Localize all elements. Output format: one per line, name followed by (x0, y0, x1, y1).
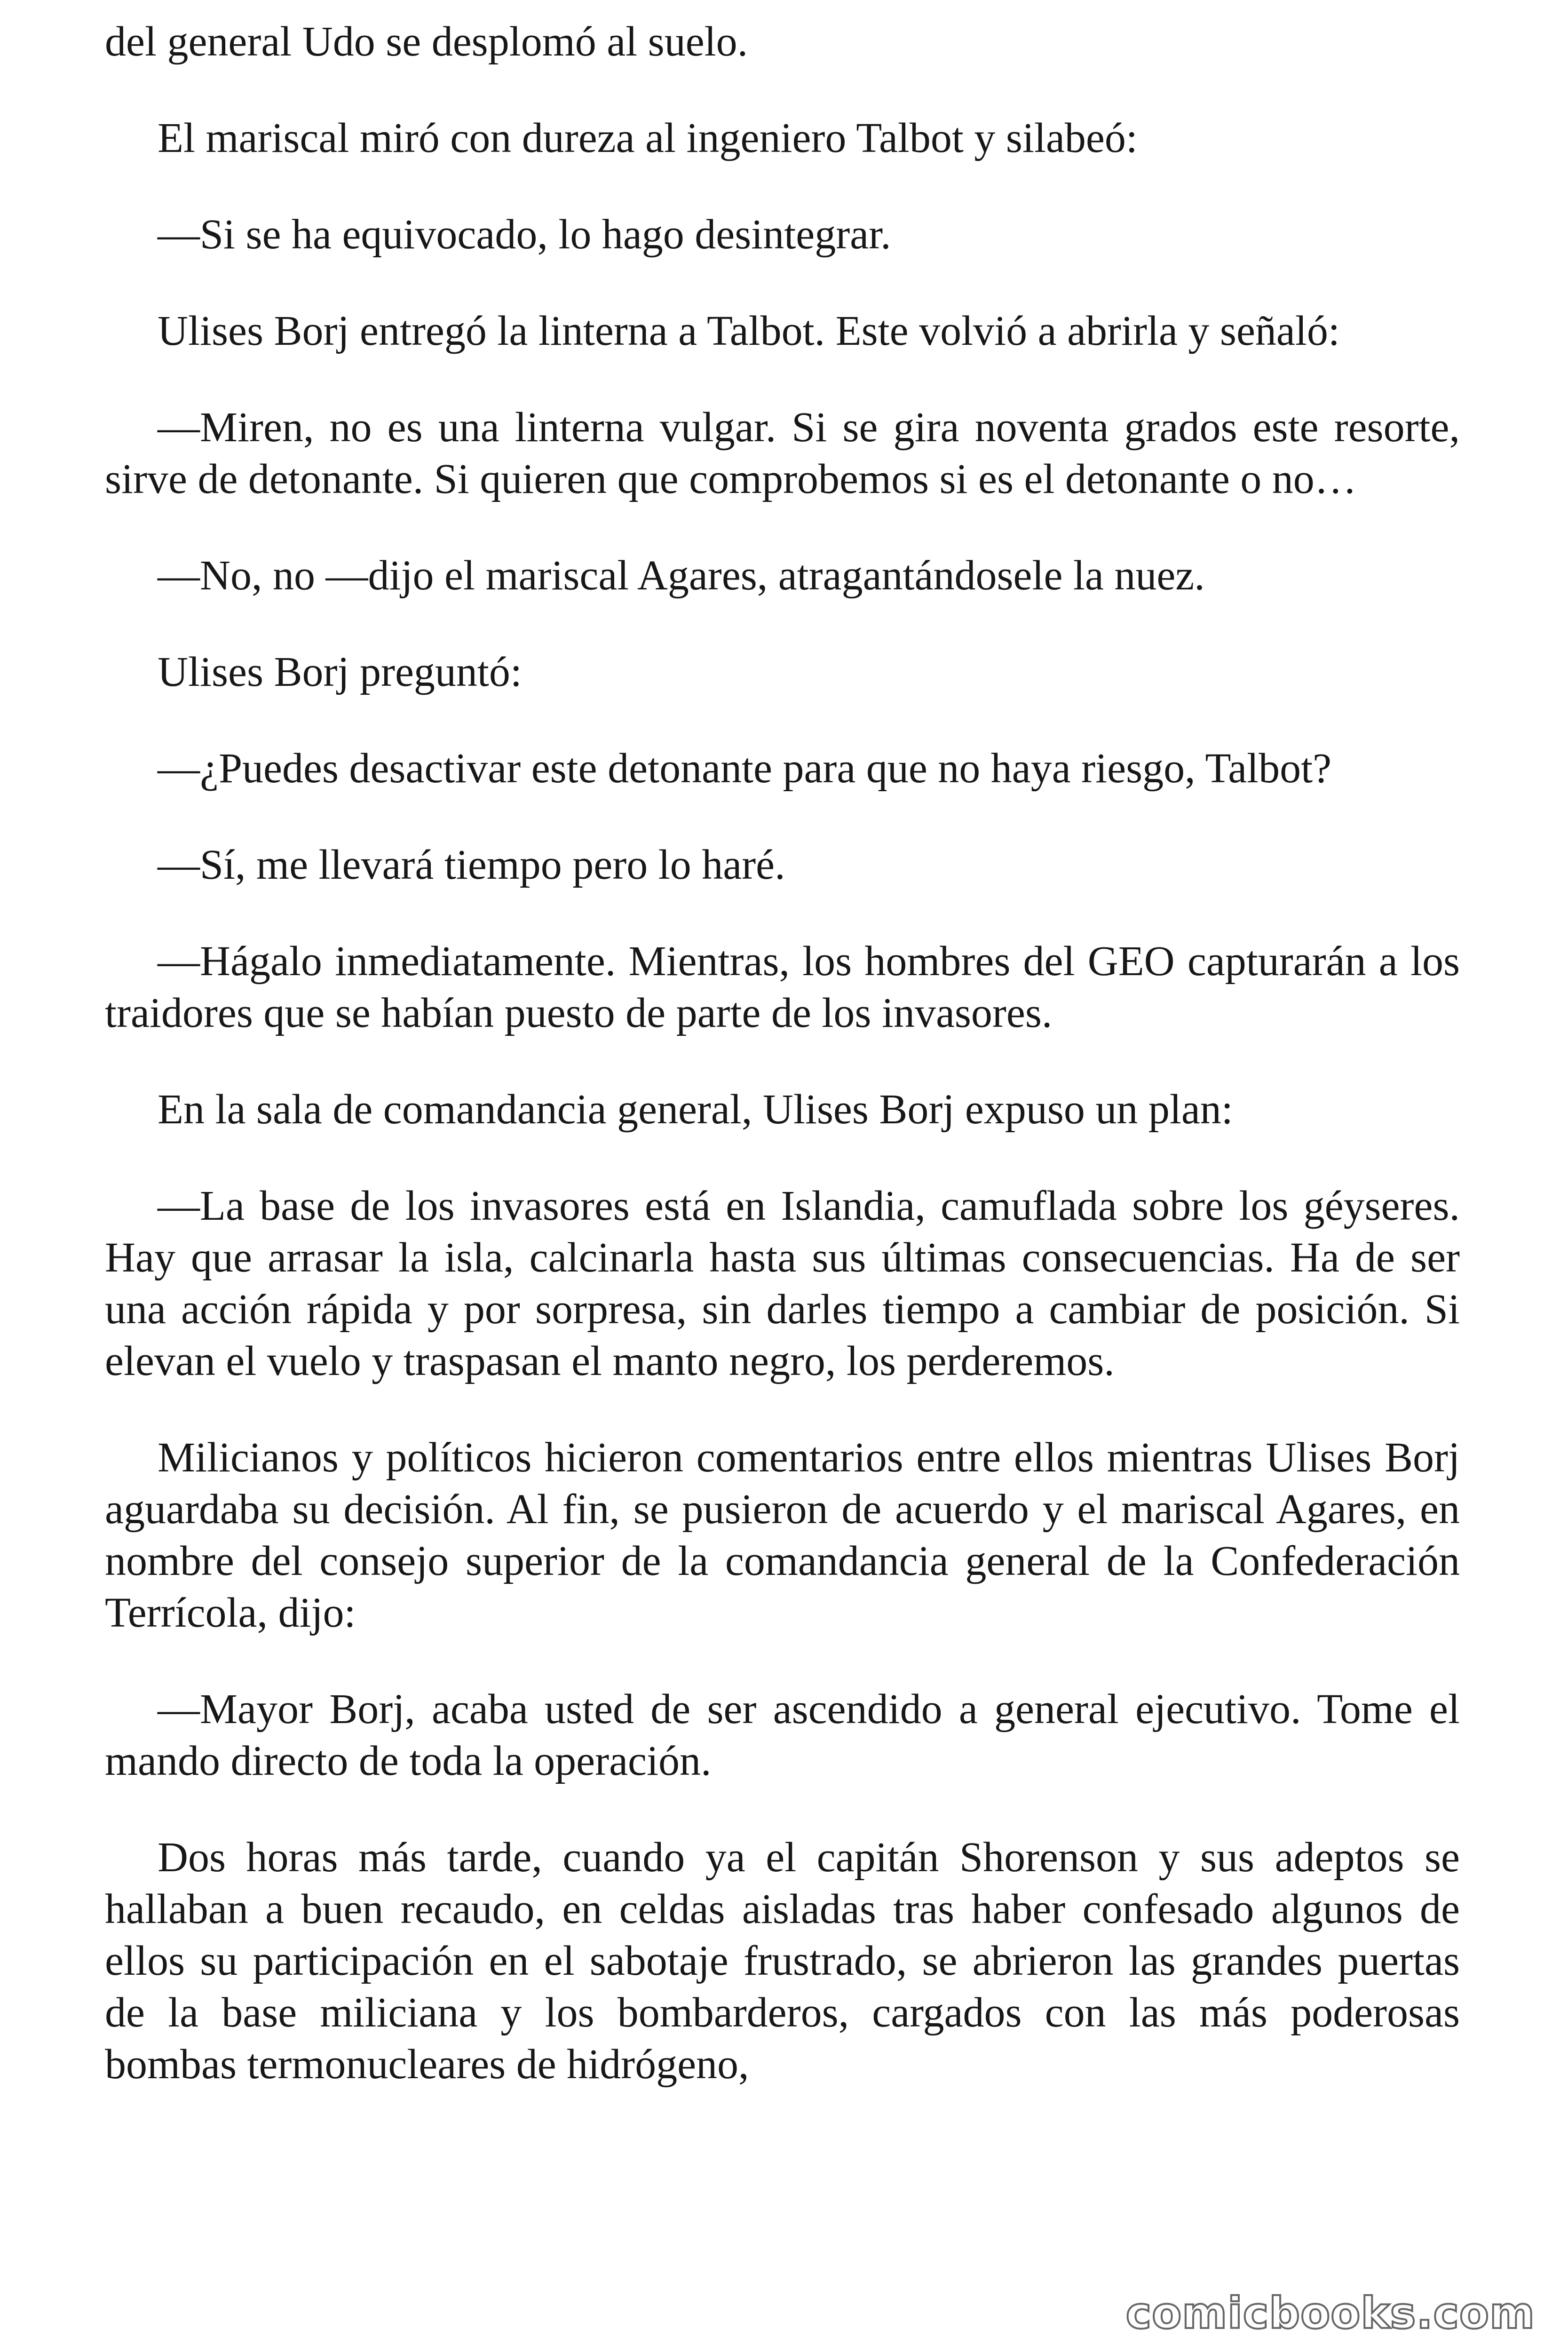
paragraph-9: —Sí, me llevará tiempo pero lo haré. (158, 842, 785, 888)
paragraph-5: —Miren, no es una linterna vulgar. Si se gira noventa grados este resorte, sirve de detonante. Si quieren que comprobemos si es el detonante o no… (105, 404, 1460, 502)
paragraph-8: —¿Puedes desactivar este detonante para que no haya riesgo, Talbot? (158, 745, 1332, 792)
paragraph-2: El mariscal miró con dureza al ingeniero Talbot y silabeó: (158, 115, 1138, 161)
paragraph-4: Ulises Borj entregó la linterna a Talbot. Este volvió a abrirla y señaló: (158, 308, 1340, 354)
watermark: comicbooks.com (1125, 2288, 1535, 2338)
paragraph-1: del general Udo se desplomó al suelo. (105, 18, 748, 65)
paragraph-10: —Hágalo inmediatamente. Mientras, los hombres del GEO capturarán a los traidores que se habían puesto de parte de los invasores. (105, 938, 1460, 1036)
paragraph-11: En la sala de comandancia general, Ulises Borj expuso un plan: (158, 1086, 1233, 1133)
paragraph-14: —Mayor Borj, acaba usted de ser ascendido a general ejecutivo. Tome el mando directo de toda la operación. (105, 1686, 1460, 1784)
paragraph-7: Ulises Borj preguntó: (158, 649, 522, 695)
paragraph-6: —No, no —dijo el mariscal Agares, atragantándosele la nuez. (158, 552, 1205, 599)
paragraph-12: —La base de los invasores está en Islandia, camuflada sobre los géyseres. Hay que arrasar la isla, calcinarla hasta sus últimas consecuencias. Ha de ser una acción rápida y por sorpresa, sin darles tiempo a cambiar de posición. Si elevan el vuelo y traspasan el manto negro, los perderemos. (105, 1183, 1460, 1384)
paragraph-13: Milicianos y políticos hicieron comentarios entre ellos mientras Ulises Borj aguardaba su decisión. Al fin, se pusieron de acuerdo y el mariscal Agares, en nombre del consejo superior de la comandancia general de la Confederación Terrícola, dijo: (105, 1434, 1460, 1636)
paragraph-15: Dos horas más tarde, cuando ya el capitán Shorenson y sus adeptos se hallaban a buen recaudo, en celdas aisladas tras haber confesado algunos de ellos su participación en el sabotaje frustrado, se abrieron las grandes puertas de la base miliciana y los bombarderos, cargados con las más poderosas bombas termonucleares de hidrógeno, (105, 1834, 1460, 2088)
paragraph-3: —Si se ha equivocado, lo hago desintegrar. (158, 211, 891, 258)
